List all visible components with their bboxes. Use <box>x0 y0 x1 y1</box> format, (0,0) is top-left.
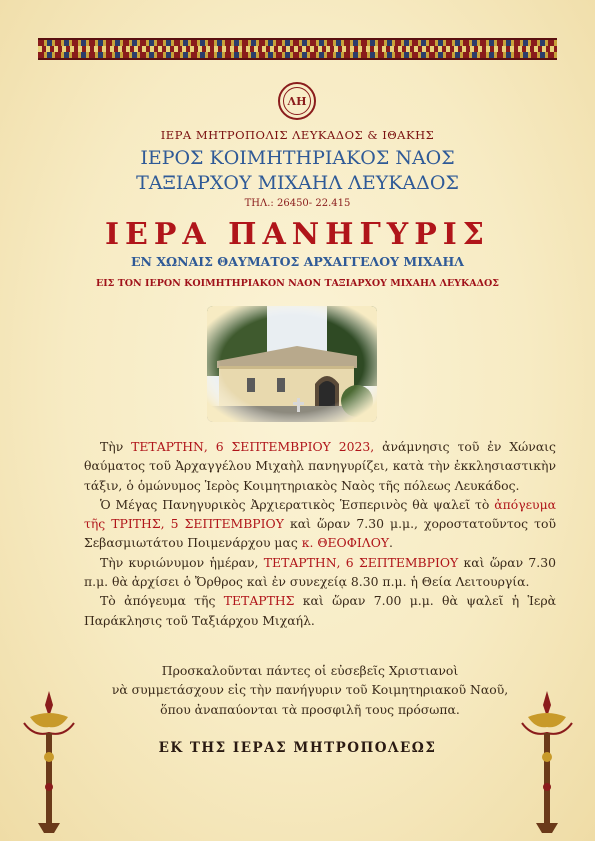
signature: ΕΚ ΤΗΣ ΙΕΡΑΣ ΜΗΤΡΟΠΟΛΕΩΣ <box>158 740 437 756</box>
liturgy-date: ΤΕΤΑΡΤΗΝ, 6 ΣΕΠΤΕΜΒΡΙΟΥ <box>263 554 459 570</box>
phone-number: ΤΗΛ.: 26450- 22.415 <box>244 198 351 209</box>
church-location-line: ΕΙΣ ΤΟΝ ΙΕΡΟΝ ΚΟΙΜΗΤΗΡΙΑΚΟΝ ΝΑΟΝ ΤΑΞΙΑΡΧΟΥ ΜΙΧΑΗΛ ΛΕΥΚΑΔΟΣ <box>95 278 499 289</box>
church-photo <box>207 306 377 422</box>
invitation-line: Προσκαλοῦνται πάντες οἱ εὐσεβεῖς Χριστιανοὶ <box>161 663 459 678</box>
paraklisis-day: ΤΕΤΑΡΤΗΣ <box>223 593 295 609</box>
announcement-body <box>84 437 556 630</box>
page-title: ΙΕΡΑ ΠΑΝΗΓΥΡΙΣ <box>104 217 491 252</box>
invitation-line: ὅπου ἀναπαύονται τὰ προσφιλῆ τους πρόσωπα. <box>160 701 460 717</box>
metropolis-seal-icon: ΛΗ <box>278 82 316 120</box>
invitation <box>100 661 520 719</box>
metropolis-name: ΙΕΡΑ ΜΗΤΡΟΠΟΛΙΣ ΛΕΥΚΑΔΟΣ & ΙΘΑΚΗΣ <box>160 128 435 142</box>
church-name-line2: ΤΑΞΙΑΡΧΟΥ ΜΙΧΑΗΛ ΛΕΥΚΑΔΟΣ <box>136 172 459 194</box>
text: ἀνάμνησις τοῦ ἐν Χώναις θαύματος τοῦ Ἀρχαγγέλου Μιχαὴλ πανηγυρίζει, κατὰ τὴν ἐκκλησιαστικὴν τάξιν, ὁ ὁμώνυμος Ἱερὸς Κοιμητηριακὸς Ναὸς τῆς πόλεως Λευκάδος. <box>84 439 556 493</box>
text: Ὁ Μέγας Πανηγυρικὸς Ἀρχιερατικὸς Ἑσπερινὸς θὰ ψαλεῖ τὸ <box>100 496 495 512</box>
text: καὶ ὥραν 7.30 μ.μ., χοροστατοῦντος τοῦ Σεβασμιωτάτου Ποιμενάρχου μας <box>84 516 556 551</box>
candle-ornament-icon <box>518 687 576 837</box>
vespers-date: ἀπόγευμα τῆς ΤΡΙΤΗΣ, 5 ΣΕΠΤΕΜΒΡΙΟΥ <box>84 496 556 532</box>
paragraph-4 <box>84 591 556 630</box>
candle-ornament-icon <box>20 687 78 837</box>
paragraph-1 <box>84 437 556 495</box>
paragraph-2 <box>84 495 556 553</box>
text: καὶ ὥραν 7.30 π.μ. θὰ ἀρχίσει ὁ Ὄρθρος καὶ ἐν συνεχείᾳ 8.30 π.μ. ἡ Θεία Λειτουργία. <box>84 554 556 590</box>
decorative-border-top <box>38 38 557 60</box>
feast-date: ΤΕΤΑΡΤΗΝ, 6 ΣΕΠΤΕΜΒΡΙΟΥ 2023, <box>131 439 375 454</box>
text: Τὴν <box>100 439 132 454</box>
bishop-name: κ. ΘΕΟΦΙΛΟΥ <box>301 535 390 551</box>
church-name-line1: ΙΕΡΟΣ ΚΟΙΜΗΤΗΡΙΑΚΟΣ ΝΑΟΣ <box>140 147 455 169</box>
invitation-line: νὰ συμμετάσχουν εἰς τὴν πανήγυριν τοῦ Κοιμητηριακοῦ Ναοῦ, <box>111 682 509 698</box>
paragraph-3 <box>84 553 556 592</box>
text: καὶ ὥραν 7.00 μ.μ. θὰ ψαλεῖ ἡ Ἱερὰ Παράκλησις τοῦ Ταξιάρχου Μιχαήλ. <box>84 593 556 628</box>
text: Τὸ ἀπόγευμα τῆς <box>100 593 224 609</box>
text: . <box>389 535 393 551</box>
text: Τὴν κυριώνυμον ἡμέραν, <box>100 554 264 570</box>
page-subtitle: ΕΝ ΧΩΝΑΙΣ ΘΑΥΜΑΤΟΣ ΑΡΧΑΓΓΕΛΟΥ ΜΙΧΑΗΛ <box>131 254 464 269</box>
